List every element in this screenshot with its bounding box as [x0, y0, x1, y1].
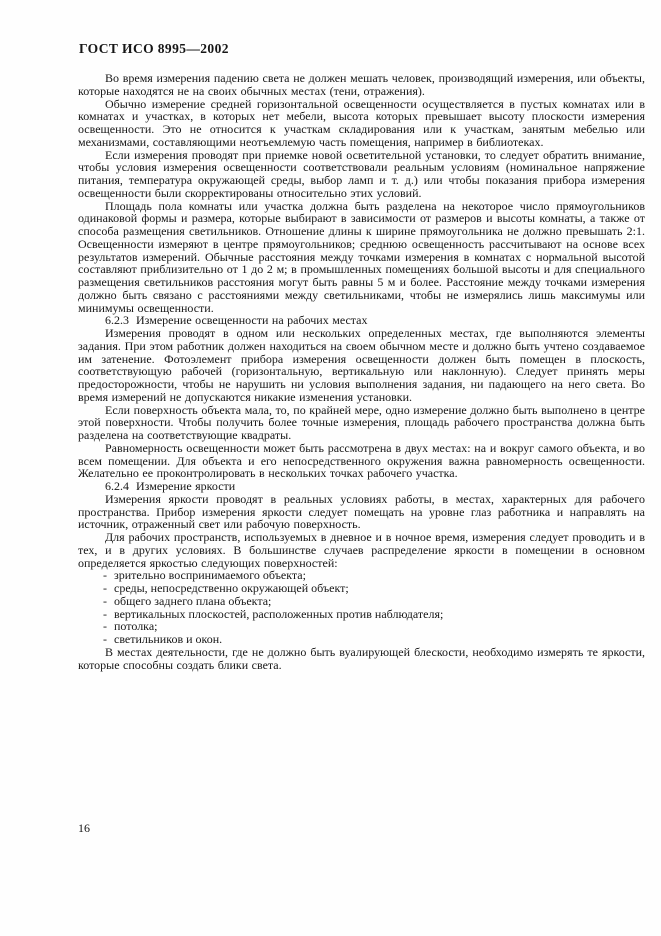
list-dash: -	[103, 593, 107, 608]
list-dash: -	[103, 568, 107, 583]
list-item-text: вертикальных плоскостей, расположенных против наблюдателя;	[114, 606, 444, 621]
paragraph: Для рабочих пространств, используемых в дневное и в ночное время, измерения следует проводить и в тех, и в других условиях. В большинстве случаев распределение яркости в помещении в основном определяется яркостью следующих поверхностей:	[78, 530, 645, 570]
list-item	[78, 633, 645, 646]
list-item-text: потолка;	[114, 619, 158, 634]
paragraph: Если измерения проводят при приемке новой осветительной установки, то следует обратить внимание, чтобы условия измерения освещенности соответствовали реальным условиям (номинальное напряжение питания, температура окружающей среды, выбор ламп и т. д.) или чтобы показания прибора измерения освещенности были скорректированы относительно этих условий.	[78, 147, 645, 200]
paragraph: Если поверхность объекта мала, то, по крайней мере, одно измерение должно быть выполнено в центре этой поверхности. Чтобы получить более точные измерения, площадь рабочего пространства должна быть разделена на соответствующие квадраты.	[78, 402, 645, 442]
list-item	[78, 608, 645, 621]
section-heading-6-2-4: 6.2.4 Измерение яркости	[105, 479, 236, 493]
list-dash: -	[103, 632, 107, 646]
list-item-text: зрительно воспринимаемого объекта;	[114, 568, 306, 583]
page-number: 16	[78, 821, 90, 835]
paragraph: Измерения проводят в одном или нескольких определенных местах, где выполняются элементы задания. При этом работник должен находиться на своем обычном месте и должно быть учтено создаваемое им затенение. Фотоэлемент прибора измерения освещенности должен быть помещен в плоскость, соответствующую рабочей (горизонтальную, вертикальную или наклонную). Следует принять меры предосторожности, чтобы не нарушить ни условия выполнения задания, ни падающего на него света. Во время измерений не допускаются никакие изменения установки.	[78, 326, 645, 404]
list-item-text: общего заднего плана объекта;	[114, 593, 272, 608]
list-dash: -	[103, 619, 107, 634]
list-item-text: светильников и окон.	[114, 632, 223, 646]
paragraph: Площадь пола комнаты или участка должна быть разделена на некоторое число прямоугольников одинаковой формы и размера, которые выбирают в зависимости от размеров и высоты комнаты, а также от способа размещения светильников. Отношение длины к ширине прямоугольника не должно превышать 2:1. Освещенности измеряют в центре прямоугольников; среднюю освещенность рассчитывают на основе всех результатов измерений. Обычные расстояния между точками измерения в комнатах с нормальной высотой составляют приблизительно от 1 до 2 м; в промышленных помещениях большой высоты и для специального размещения светильников расстояния могут быть равны 5 м и более. Расстояние между точками измерения должно быть связано с расстояниями между светильниками, чтобы не измерялись лишь максимумы или минимумы освещенности.	[78, 198, 645, 315]
section-heading-6-2-3: 6.2.3 Измерение освещенности на рабочих местах	[105, 313, 368, 328]
list-item-text: среды, непосредственно окружающей объект;	[114, 581, 349, 595]
document-header: ГОСТ ИСО 8995—2002	[79, 41, 229, 56]
paragraph: Равномерность освещенности может быть рассмотрена в двух местах: на и вокруг самого объекта, и во всем помещении. Для объекта и его непосредственного окружения важна равномерность освещенности. Желательно ее проконтролировать в нескольких точках рабочего участка.	[78, 440, 645, 481]
paragraph: В местах деятельности, где не должно быть вуалирующей блескости, необходимо измерять те яркости, которые способны создать блики света.	[78, 644, 645, 672]
paragraph: Измерения яркости проводят в реальных условиях работы, в местах, характерных для рабочего пространства. Прибор измерения яркости следует помещать на уровне глаз работника и направлять на источник, отраженный свет или рабочую поверхность.	[78, 491, 645, 532]
luminance-surfaces-list	[78, 569, 645, 646]
paragraph: Во время измерения падению света не должен мешать человек, производящий измерения, или объекты, которые находятся не на своих обычных местах (тени, отражения).	[78, 71, 645, 98]
list-dash: -	[103, 581, 107, 595]
paragraph: Обычно измерение средней горизонтальной освещенности осуществляется в пустых комнатах или в комнатах и участках, в которых нет мебели, высота которых превышает высоту плоскости измерения освещенности. Это не относится к участкам складирования или к участкам, занятым мебелью или механизмами, составляющими неотъемлемую часть помещения, например в библиотеках.	[78, 96, 645, 149]
document-body	[78, 72, 645, 671]
list-dash: -	[103, 606, 107, 621]
